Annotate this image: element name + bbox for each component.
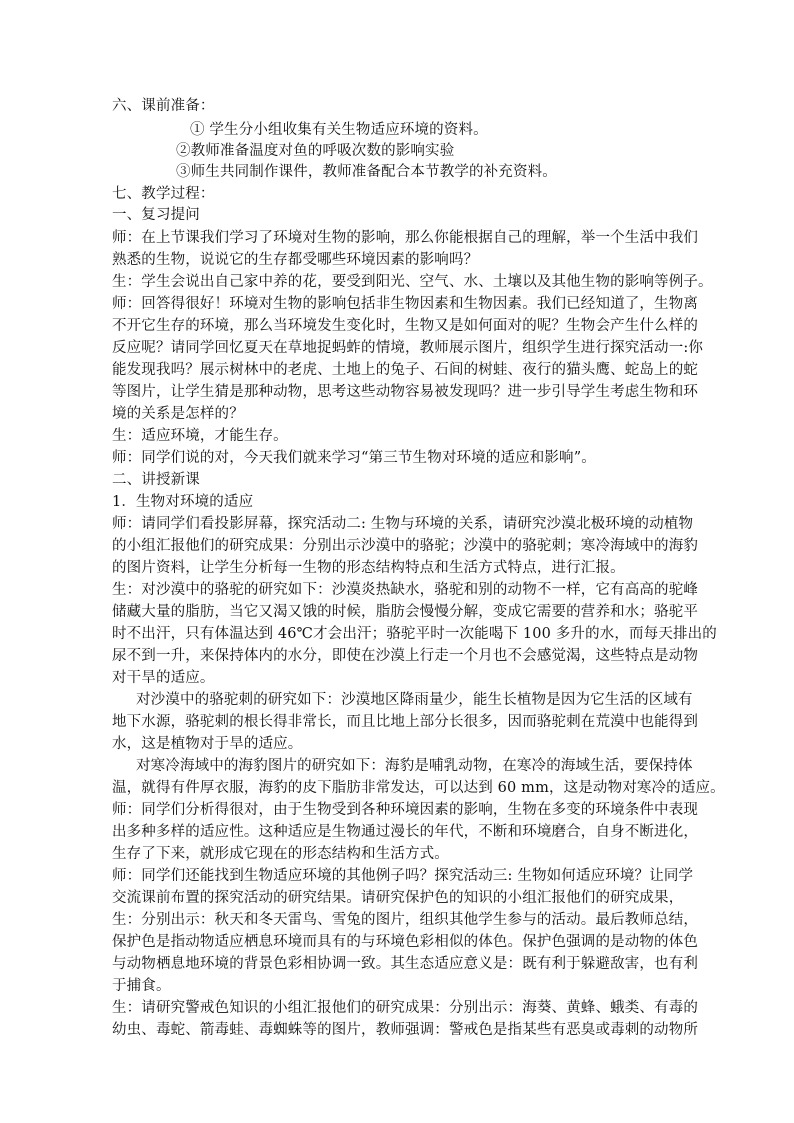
text-line: 与动物栖息地环境的背景色彩相协调一致。其生态适应意义是：既有利于躲避敌害，也有利	[112, 956, 698, 972]
section-heading-process: 七、教学过程：	[112, 186, 215, 202]
text-line: 的小组汇报他们的研究成果：分别出示沙漠中的骆驼；沙漠中的骆驼刺；寒冷海域中的海豹	[112, 538, 698, 554]
text-line: 生：适应环境，才能生存。	[112, 428, 288, 444]
subheading-review: 一、复习提问	[112, 207, 200, 223]
text-line: 能发现我吗？展示树林中的老虎、土地上的兔子、石间的树蛙、夜行的猫头鹰、蛇岛上的蛇	[112, 362, 698, 378]
text-line: 水，这是植物对于旱的适应。	[112, 736, 303, 752]
text-line: 储藏大量的脂肪，当它又渴又饿的时候，脂肪会慢慢分解，变成它需要的营养和水；骆驼平	[112, 604, 698, 620]
text-line: 时不出汗，只有体温达到 46℃才会出汗；骆驼平时一次能喝下 100 多升的水，而每天排出的	[112, 626, 717, 642]
text-line: 生存了下来，就形成它现在的形态结构和生活方式。	[112, 846, 449, 862]
text-line: 对沙漠中的骆驼刺的研究如下：沙漠地区降雨量少，能生长植物是因为它生活的区域有	[136, 692, 693, 708]
text-line: 师：回答得很好！环境对生物的影响包括非生物因素和生物因素。我们已经知道了，生物离	[112, 296, 698, 312]
text-line: 幼虫、毒蛇、箭毒蛙、毒蜘蛛等的图片，教师强调：警戒色是指某些有恶臭或毒刺的动物所	[112, 1022, 698, 1038]
text-line: 师：在上节课我们学习了环境对生物的影响，那么你能根据自己的理解，举一个生活中我们	[112, 230, 698, 246]
text-line: 反应呢？请同学回忆夏天在草地捉蚂蚱的情境，教师展示图片，组织学生进行探究活动一:你	[112, 340, 704, 356]
subheading-new-lesson: 二、讲授新课	[112, 472, 200, 488]
text-line: 保护色是指动物适应栖息环境而具有的与环境色彩相似的体色。保护色强调的是动物的体色	[112, 934, 698, 950]
text-line: 对干旱的适应。	[112, 670, 215, 686]
text-line: 师：同学们分析得很对，由于生物受到各种环境因素的影响，生物在多变的环境条件中表现	[112, 802, 698, 818]
text-line: 生：学生会说出自己家中养的花，要受到阳光、空气、水、土壤以及其他生物的影响等例子。	[112, 274, 713, 290]
prep-item-1: ① 学生分小组收集有关生物适应环境的资料。	[190, 122, 488, 138]
text-line: 交流课前布置的探究活动的研究结果。请研究保护色的知识的小组汇报他们的研究成果，	[112, 890, 684, 906]
subheading-adaptation: 1．生物对环境的适应	[112, 494, 254, 510]
text-line: 出多种多样的适应性。这种适应是生物通过漫长的年代，不断和环境磨合，自身不断进化，	[112, 824, 698, 840]
text-line: 尿不到一升，来保持体内的水分，即使在沙漠上行走一个月也不会感觉渴，这些特点是动物	[112, 648, 698, 664]
prep-item-2: ②教师准备温度对鱼的呼吸次数的影响实验	[176, 143, 455, 159]
text-line: 熟悉的生物，说说它的生存都受哪些环境因素的影响吗？	[112, 252, 479, 268]
text-line: 的图片资料，让学生分析每一生物的形态结构特点和生活方式特点，进行汇报。	[112, 560, 625, 576]
prep-item-3: ③师生共同制作课件，教师准备配合本节教学的补充资料。	[176, 164, 557, 180]
text-line: 生：分别出示：秋天和冬天雷鸟、雪兔的图片，组织其他学生参与的活动。最后教师总结，	[112, 912, 698, 928]
text-line: 师：同学们说的对，今天我们就来学习“第三节生物对环境的适应和影响”。	[112, 450, 596, 466]
text-line: 不开它生存的环境，那么当环境发生变化时，生物又是如何面对的呢？生物会产生什么样的	[112, 318, 698, 334]
text-line: 等图片，让学生猜是那种动物，思考这些动物容易被发现吗？进一步引导学生考虑生物和环	[112, 384, 698, 400]
text-line: 于捕食。	[112, 978, 171, 994]
text-line: 生：请研究警戒色知识的小组汇报他们的研究成果：分别出示：海葵、黄蜂、蛾类、有毒的	[112, 1000, 698, 1016]
section-heading-preparation: 六、课前准备：	[112, 98, 215, 114]
text-line: 对寒冷海域中的海豹图片的研究如下：海豹是哺乳动物，在寒冷的海域生活，要保持体	[136, 758, 693, 774]
text-line: 生：对沙漠中的骆驼的研究如下：沙漠炎热缺水，骆驼和别的动物不一样，它有高高的驼峰	[112, 582, 698, 598]
text-line: 师：请同学们看投影屏幕，探究活动二: 生物与环境的关系，请研究沙漠北极环境的动植物	[112, 516, 694, 532]
text-line: 温，就得有件厚衣服，海豹的皮下脂肪非常发达，可以达到 60 mm，这是动物对寒冷的适应。	[112, 780, 725, 796]
text-line: 境的关系是怎样的？	[112, 406, 244, 422]
text-line: 师：同学们还能找到生物适应环境的其他例子吗？探究活动三: 生物如何适应环境？让同学	[112, 868, 694, 884]
text-line: 地下水源，骆驼刺的根长得非常长，而且比地上部分长很多，因而骆驼刺在荒漠中也能得到	[112, 714, 698, 730]
